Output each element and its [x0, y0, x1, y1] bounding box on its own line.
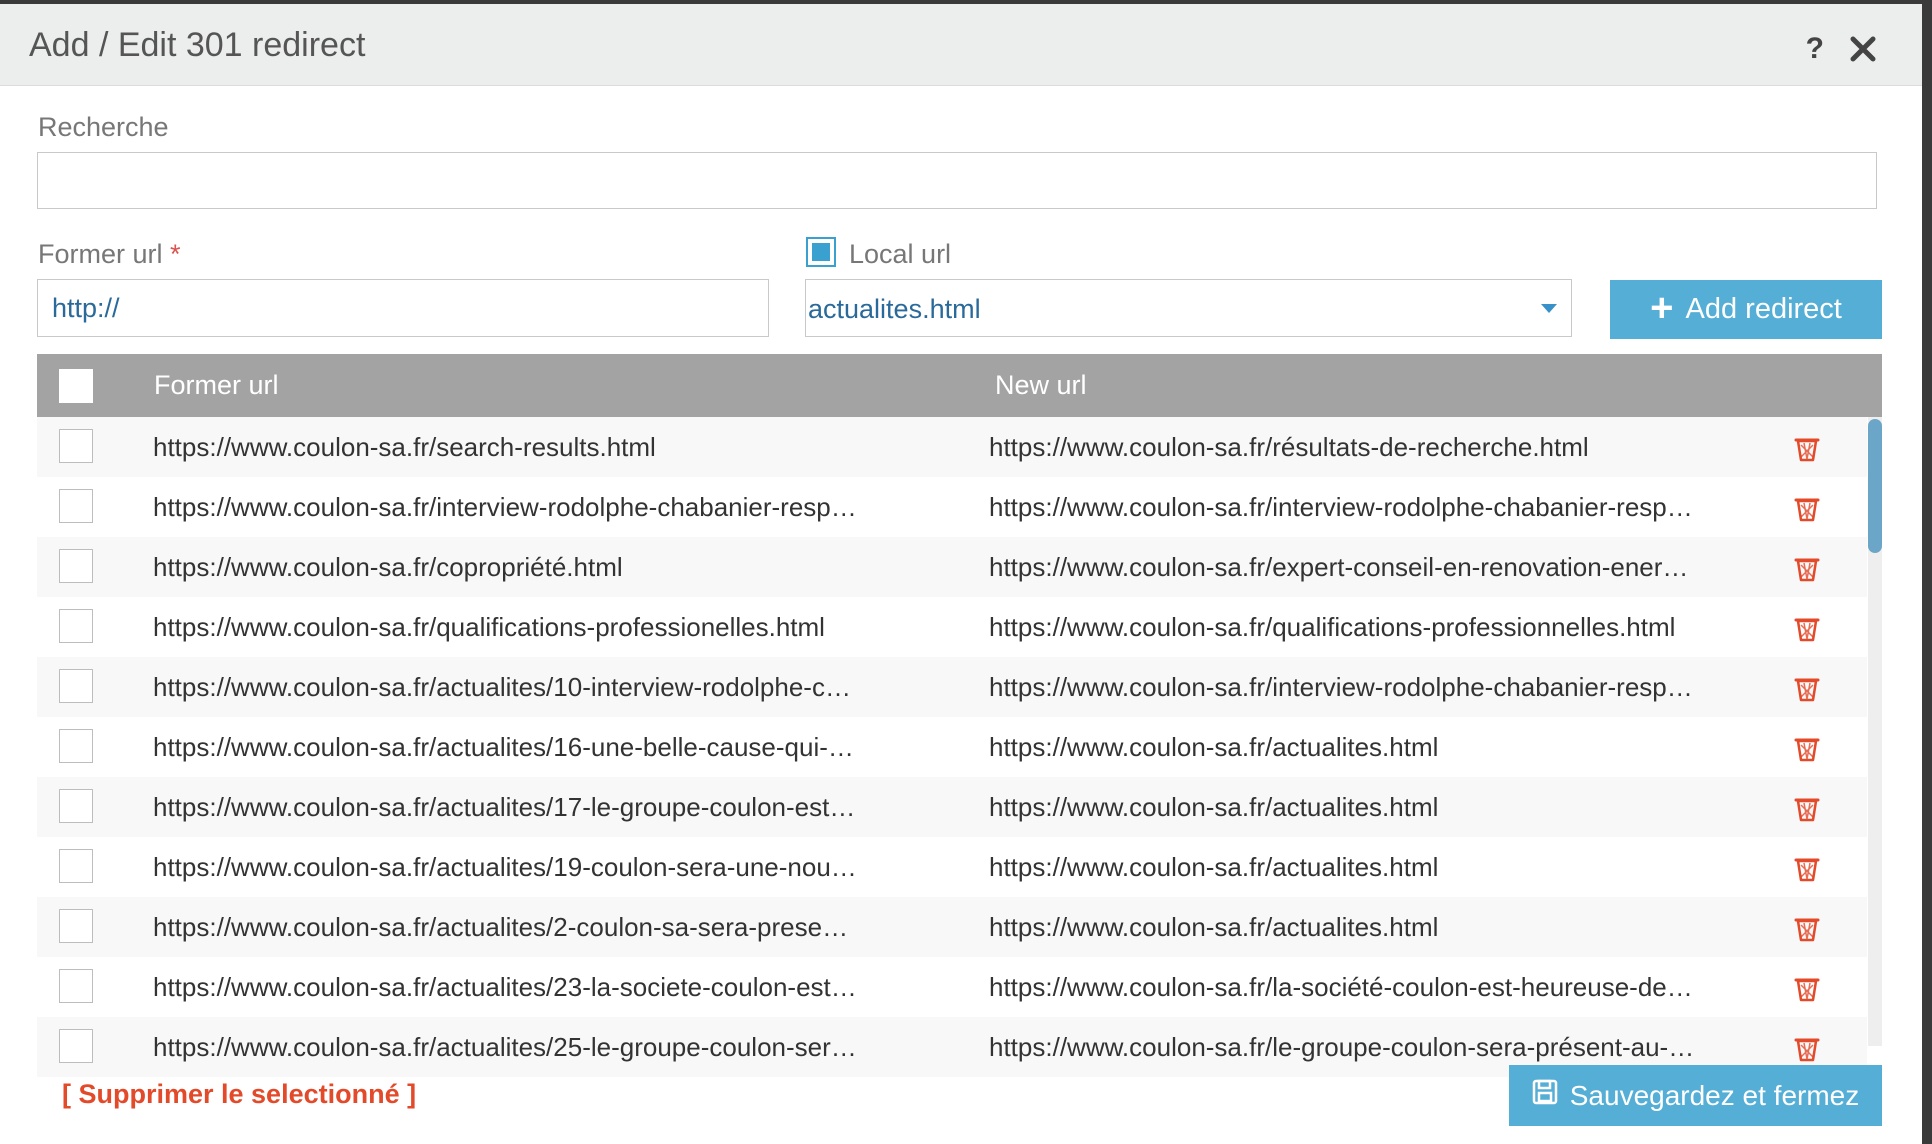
table-row	[37, 537, 1867, 597]
row-checkbox[interactable]	[59, 489, 93, 523]
cell-new-url: https://www.coulon-sa.fr/actualites.html	[989, 732, 1439, 762]
help-button[interactable]: ?	[1805, 32, 1824, 65]
cell-former-url: https://www.coulon-sa.fr/actualites/23-la-societe-coulon-est…	[153, 972, 857, 1002]
save-and-close-button[interactable]	[1509, 1065, 1882, 1126]
save-icon	[1532, 1079, 1558, 1112]
row-checkbox[interactable]	[59, 909, 93, 943]
local-url-selected-value: actualites.html	[808, 294, 981, 324]
cell-former-url: https://www.coulon-sa.fr/copropriété.html	[153, 552, 623, 582]
table-body	[37, 417, 1867, 1077]
row-checkbox[interactable]	[59, 549, 93, 583]
delete-selected-link[interactable]: [ Supprimer le selectionné ]	[62, 1079, 417, 1109]
cell-new-url: https://www.coulon-sa.fr/résultats-de-recherche.html	[989, 432, 1589, 462]
header-new-url: New url	[995, 370, 1087, 400]
scrollbar-thumb[interactable]	[1868, 419, 1882, 553]
redirects-table	[37, 354, 1882, 1062]
cell-new-url: https://www.coulon-sa.fr/interview-rodolphe-chabanier-resp…	[989, 492, 1693, 522]
cell-former-url: https://www.coulon-sa.fr/actualites/25-le-groupe-coulon-ser…	[153, 1032, 857, 1062]
row-checkbox[interactable]	[59, 1029, 93, 1063]
trash-icon[interactable]	[1792, 493, 1822, 523]
trash-icon[interactable]	[1792, 973, 1822, 1003]
local-url-select[interactable]	[805, 279, 1572, 337]
cell-former-url: https://www.coulon-sa.fr/interview-rodolphe-chabanier-resp…	[153, 492, 857, 522]
cell-former-url: https://www.coulon-sa.fr/actualites/19-coulon-sera-une-nou…	[153, 852, 857, 882]
row-checkbox[interactable]	[59, 609, 93, 643]
close-icon[interactable]	[1848, 34, 1878, 64]
table-row	[37, 777, 1867, 837]
dialog-titlebar	[0, 4, 1922, 86]
trash-icon[interactable]	[1792, 673, 1822, 703]
trash-icon[interactable]	[1792, 1033, 1822, 1063]
former-url-label: Former url *	[38, 239, 181, 269]
trash-icon[interactable]	[1792, 793, 1822, 823]
table-row	[37, 477, 1867, 537]
cell-former-url: https://www.coulon-sa.fr/qualifications-professionelles.html	[153, 612, 825, 642]
trash-icon[interactable]	[1792, 853, 1822, 883]
row-checkbox[interactable]	[59, 429, 93, 463]
table-header	[37, 354, 1882, 417]
cell-former-url: https://www.coulon-sa.fr/actualites/2-coulon-sa-sera-prese…	[153, 912, 849, 942]
cell-new-url: https://www.coulon-sa.fr/interview-rodolphe-chabanier-resp…	[989, 672, 1693, 702]
row-checkbox[interactable]	[59, 849, 93, 883]
table-row	[37, 837, 1867, 897]
table-row	[37, 717, 1867, 777]
cell-former-url: https://www.coulon-sa.fr/actualites/16-une-belle-cause-qui-…	[153, 732, 854, 762]
cell-new-url: https://www.coulon-sa.fr/le-groupe-coulon-sera-présent-au-…	[989, 1032, 1695, 1062]
table-row	[37, 897, 1867, 957]
search-label: Recherche	[38, 112, 169, 142]
table-row	[37, 597, 1867, 657]
row-checkbox[interactable]	[59, 669, 93, 703]
header-former-url: Former url	[154, 370, 279, 400]
cell-former-url: https://www.coulon-sa.fr/actualites/17-le-groupe-coulon-est…	[153, 792, 856, 822]
table-row	[37, 417, 1867, 477]
cell-former-url: https://www.coulon-sa.fr/actualites/10-interview-rodolphe-c…	[153, 672, 851, 702]
trash-icon[interactable]	[1792, 913, 1822, 943]
search-input[interactable]	[37, 152, 1877, 209]
row-checkbox[interactable]	[59, 729, 93, 763]
local-url-label: Local url	[849, 239, 952, 269]
row-checkbox[interactable]	[59, 969, 93, 1003]
caret-down-icon	[1541, 304, 1557, 313]
table-row	[37, 657, 1867, 717]
table-scrollbar[interactable]	[1868, 417, 1882, 1046]
save-and-close-label: Sauvegardez et fermez	[1569, 1079, 1860, 1111]
former-url-input[interactable]	[37, 279, 769, 337]
cell-former-url: https://www.coulon-sa.fr/search-results.html	[153, 432, 656, 462]
redirect-dialog	[0, 4, 1922, 1144]
local-url-checkbox[interactable]	[806, 237, 836, 267]
trash-icon[interactable]	[1792, 553, 1822, 583]
add-redirect-button[interactable]	[1610, 280, 1882, 339]
row-checkbox[interactable]	[59, 789, 93, 823]
dialog-title: Add / Edit 301 redirect	[29, 26, 366, 64]
cell-new-url: https://www.coulon-sa.fr/actualites.html	[989, 792, 1439, 822]
plus-icon: +	[1650, 285, 1674, 330]
select-all-checkbox[interactable]	[59, 369, 93, 403]
required-mark: *	[170, 239, 181, 269]
cell-new-url: https://www.coulon-sa.fr/actualites.html	[989, 852, 1439, 882]
trash-icon[interactable]	[1792, 613, 1822, 643]
trash-icon[interactable]	[1792, 433, 1822, 463]
cell-new-url: https://www.coulon-sa.fr/la-société-coulon-est-heureuse-de…	[989, 972, 1693, 1002]
cell-new-url: https://www.coulon-sa.fr/qualifications-professionnelles.html	[989, 612, 1676, 642]
cell-new-url: https://www.coulon-sa.fr/expert-conseil-en-renovation-ener…	[989, 552, 1689, 582]
cell-new-url: https://www.coulon-sa.fr/actualites.html	[989, 912, 1439, 942]
table-row	[37, 957, 1867, 1017]
trash-icon[interactable]	[1792, 733, 1822, 763]
add-redirect-label: Add redirect	[1685, 293, 1842, 325]
